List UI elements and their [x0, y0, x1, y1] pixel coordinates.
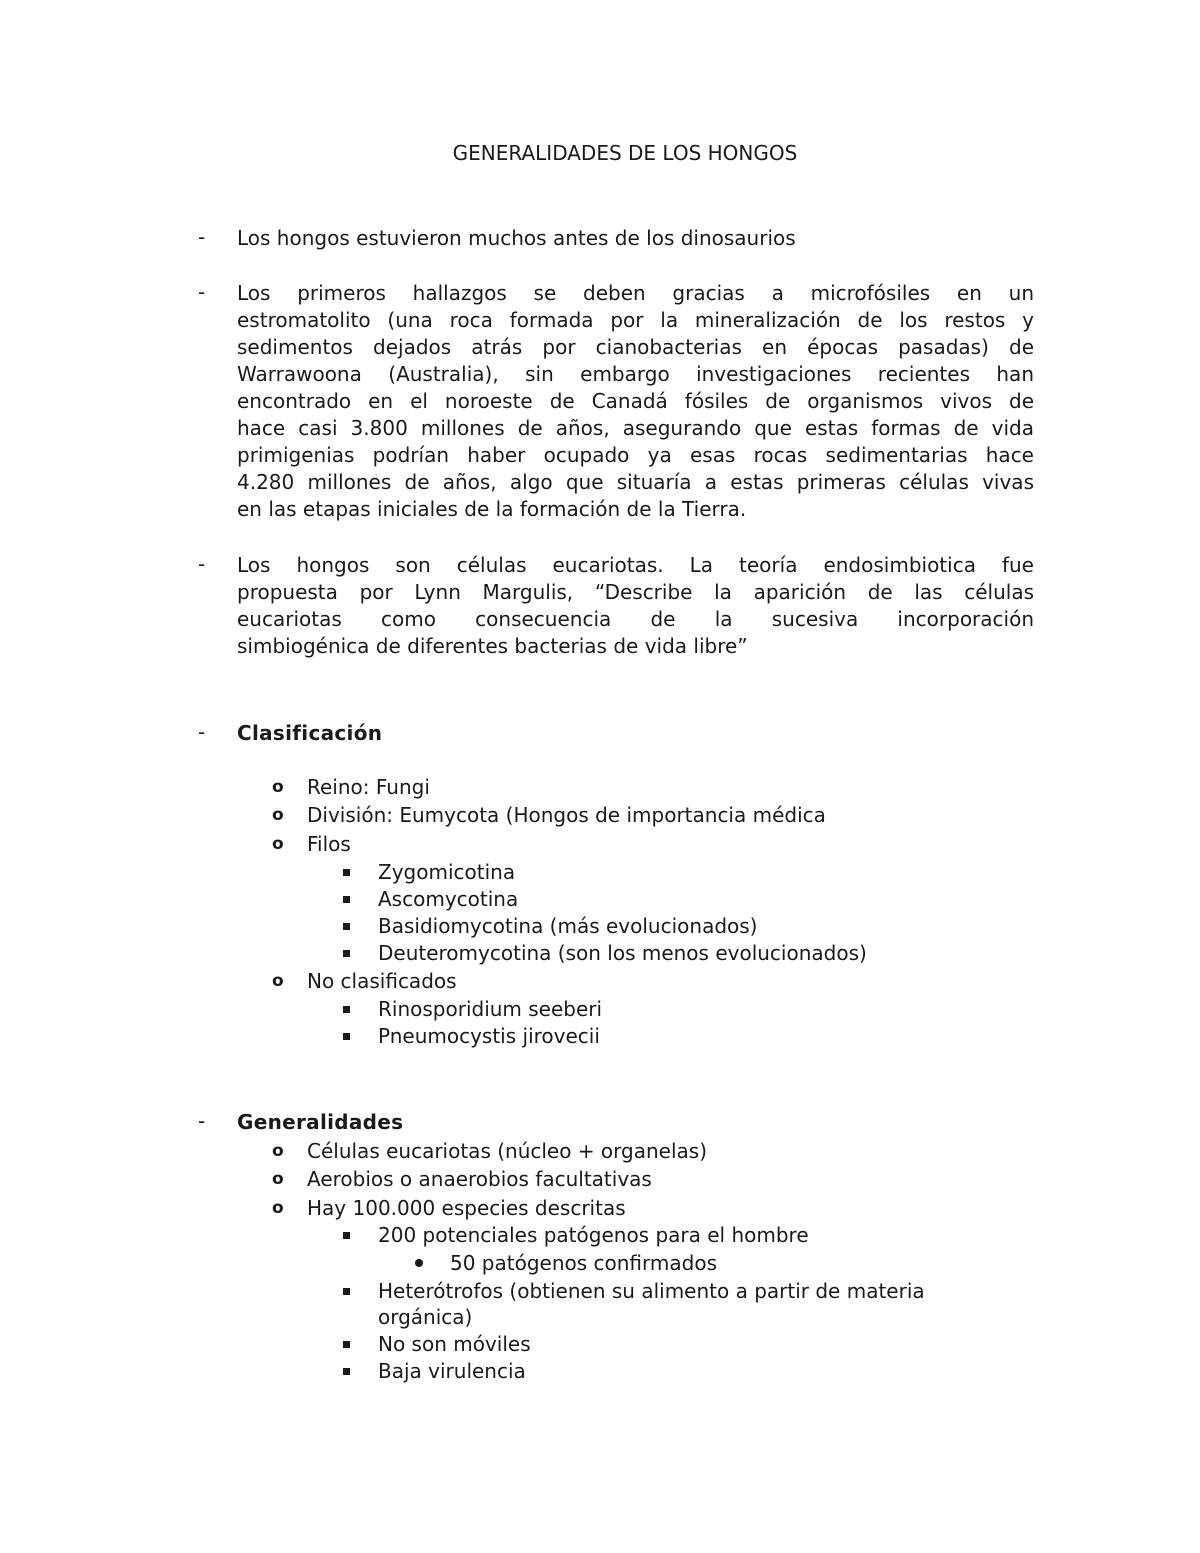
round-bullet-icon: [415, 1250, 423, 1277]
square-bullet-icon: [343, 859, 350, 886]
text-line: hace casi 3.800 millones de años, asegurando que estas formas de vida: [237, 416, 1034, 440]
circle-bullet: o: [272, 834, 284, 854]
square-bullet-icon: [343, 1358, 350, 1385]
square-bullet-icon: [343, 1331, 350, 1358]
text-line: encontrado en el noroeste de Canadá fósiles de organismos vivos de: [237, 389, 1034, 413]
list-item-filo: Ascomycotina: [378, 887, 519, 911]
list-item: Aerobios o anaerobios facultativas: [307, 1167, 652, 1191]
list-item: Baja virulencia: [378, 1359, 526, 1383]
circle-bullet: o: [272, 971, 284, 991]
list-item: 200 potenciales patógenos para el hombre: [378, 1223, 809, 1247]
text-line: Los hongos son células eucariotas. La teoría endosimbiotica fue: [237, 553, 1034, 577]
text-line: estromatolito (una roca formada por la mineralización de los restos y: [237, 308, 1034, 332]
text-line: Los primeros hallazgos se deben gracias a microfósiles en un: [237, 281, 1034, 305]
clasificacion-section: [198, 720, 1034, 747]
text-line: eucariotas como consecuencia de la sucesiva incorporación: [237, 607, 1034, 631]
text-line: sedimentos dejados atrás por cianobacterias en épocas pasadas) de: [237, 335, 1034, 359]
list-item-division: División: Eumycota (Hongos de importancia médica: [307, 803, 826, 827]
square-bullet-icon: [343, 996, 350, 1023]
list-item: Células eucariotas (núcleo + organelas): [307, 1139, 708, 1163]
square-bullet-icon: [343, 940, 350, 967]
circle-bullet: o: [272, 1198, 284, 1218]
paragraph-2: [198, 280, 1034, 523]
text-line: primigenias podrían haber ocupado ya esas rocas sedimentarias hace: [237, 443, 1034, 467]
generalidades-section: [198, 1109, 1034, 1136]
list-item-species: Pneumocystis jirovecii: [378, 1024, 600, 1048]
text-line: 4.280 millones de años, algo que situaría a estas primeras células vivas: [237, 470, 1034, 494]
dash-bullet: -: [198, 552, 206, 576]
square-bullet-icon: [343, 1222, 350, 1249]
document-title: GENERALIDADES DE LOS HONGOS: [452, 141, 798, 165]
dash-bullet: -: [198, 280, 206, 304]
paragraph-1-text: Los hongos estuvieron muchos antes de los dinosaurios: [237, 226, 796, 250]
list-item-filo: Deuteromycotina (son los menos evolucionados): [378, 941, 867, 965]
list-item-no-clasificados: No clasificados: [307, 969, 457, 993]
text-line: en las etapas iniciales de la formación de la Tierra.: [237, 497, 747, 521]
paragraph-1: [198, 225, 1034, 252]
dash-bullet: -: [198, 225, 206, 249]
square-bullet-icon: [343, 1278, 350, 1305]
dash-bullet: -: [198, 1109, 206, 1133]
generalidades-heading: Generalidades: [237, 1110, 404, 1134]
circle-bullet: o: [272, 805, 284, 825]
paragraph-3-text: [237, 552, 1034, 660]
list-item-reino: Reino: Fungi: [307, 775, 430, 799]
circle-bullet: o: [272, 1141, 284, 1161]
list-item: Heterótrofos (obtienen su alimento a partir de materia: [378, 1279, 925, 1303]
list-item-species: Rinosporidium seeberi: [378, 997, 603, 1021]
list-item-filo: Zygomicotina: [378, 860, 516, 884]
list-item-filo: Basidiomycotina (más evolucionados): [378, 914, 758, 938]
list-item: No son móviles: [378, 1332, 531, 1356]
square-bullet-icon: [343, 1023, 350, 1050]
list-item: 50 patógenos confirmados: [450, 1251, 717, 1275]
text-line: Warrawoona (Australia), sin embargo investigaciones recientes han: [237, 362, 1034, 386]
clasificacion-heading: Clasificación: [237, 721, 383, 745]
square-bullet-icon: [343, 886, 350, 913]
paragraph-3: [198, 552, 1034, 660]
list-item: Hay 100.000 especies descritas: [307, 1196, 626, 1220]
circle-bullet: o: [272, 1169, 284, 1189]
list-item-continuation: orgánica): [378, 1305, 473, 1329]
circle-bullet: o: [272, 777, 284, 797]
paragraph-2-text: [237, 280, 1034, 523]
text-line: propuesta por Lynn Margulis, “Describe la aparición de las células: [237, 580, 1034, 604]
dash-bullet: -: [198, 720, 206, 744]
text-line: simbiogénica de diferentes bacterias de vida libre”: [237, 634, 748, 658]
square-bullet-icon: [343, 913, 350, 940]
list-item-filos: Filos: [307, 832, 351, 856]
